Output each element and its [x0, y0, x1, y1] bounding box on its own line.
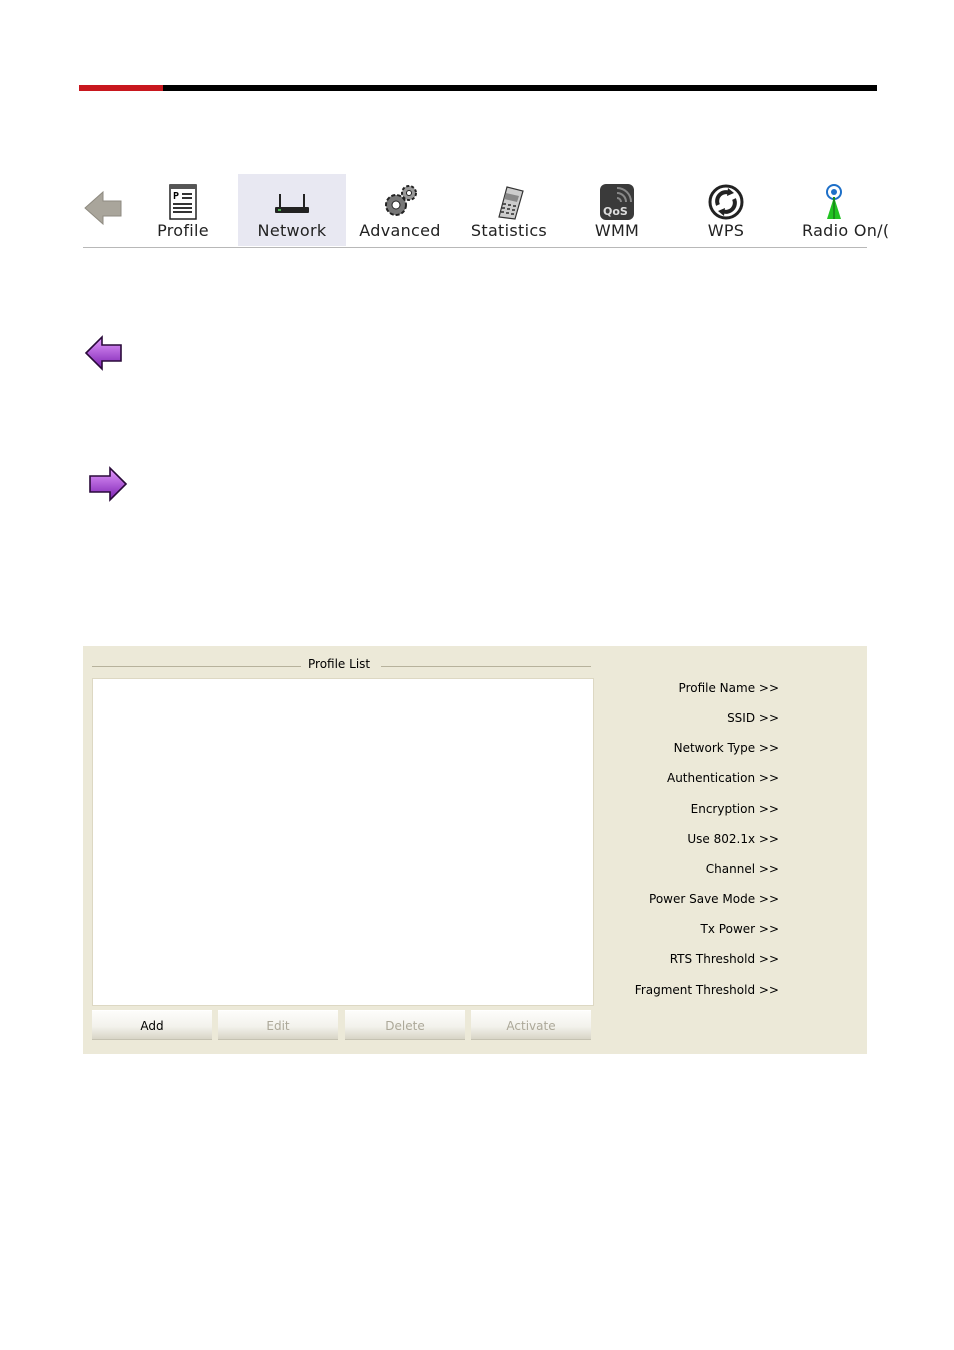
- next-arrow-icon[interactable]: [86, 465, 130, 503]
- toolbar-item-radio[interactable]: [780, 174, 888, 246]
- group-line-left: [92, 666, 301, 667]
- main-toolbar: [83, 174, 890, 248]
- svg-text:QoS: QoS: [603, 205, 628, 218]
- previous-arrow-icon[interactable]: [84, 334, 128, 372]
- delete-button[interactable]: Delete: [345, 1010, 465, 1040]
- toolbar-item-profile[interactable]: [129, 174, 237, 246]
- svg-text:P: P: [173, 191, 180, 202]
- field-fragment-threshold: Fragment Threshold >>: [634, 983, 779, 997]
- toolbar-item-statistics[interactable]: [455, 174, 563, 246]
- header-rule-accent: [79, 85, 163, 91]
- activate-button[interactable]: Activate: [471, 1010, 591, 1040]
- toolbar-item-label: Network: [257, 221, 327, 240]
- field-profile-name: Profile Name >>: [678, 681, 779, 695]
- calculator-icon: [489, 183, 529, 221]
- toolbar-item-label: Radio On/(: [802, 221, 890, 240]
- field-ssid: SSID >>: [727, 711, 779, 725]
- toolbar-item-wmm[interactable]: [563, 174, 671, 246]
- toolbar-item-network[interactable]: [238, 174, 346, 246]
- toolbar-item-label: Statistics: [470, 221, 548, 240]
- profile-list-title: Profile List: [308, 657, 371, 671]
- router-icon: [272, 183, 312, 221]
- radio-antenna-icon: [814, 183, 854, 221]
- profile-list-box[interactable]: [92, 678, 594, 1006]
- field-power-save-mode: Power Save Mode >>: [649, 892, 779, 906]
- back-arrow-icon[interactable]: [83, 188, 125, 228]
- field-tx-power: Tx Power >>: [700, 922, 779, 936]
- header-rule: [79, 85, 877, 91]
- field-authentication: Authentication >>: [666, 771, 779, 785]
- field-encryption: Encryption >>: [690, 802, 779, 816]
- field-channel: Channel >>: [705, 862, 779, 876]
- toolbar-item-label: Profile: [157, 221, 209, 240]
- toolbar-item-advanced[interactable]: [346, 174, 454, 246]
- edit-button[interactable]: Edit: [218, 1010, 338, 1040]
- field-use-8021x: Use 802.1x >>: [687, 832, 779, 846]
- profile-panel: [83, 646, 867, 1054]
- field-rts-threshold: RTS Threshold >>: [669, 952, 779, 966]
- toolbar-item-wps[interactable]: [672, 174, 780, 246]
- profile-icon: [163, 183, 203, 221]
- gears-icon: [380, 183, 420, 221]
- group-line-right: [381, 666, 591, 667]
- qos-icon: [597, 183, 637, 221]
- wps-icon: [706, 183, 746, 221]
- add-button[interactable]: Add: [92, 1010, 212, 1040]
- toolbar-item-label: Advanced: [359, 221, 441, 240]
- toolbar-item-label: WPS: [707, 221, 745, 240]
- field-network-type: Network Type >>: [673, 741, 779, 755]
- toolbar-item-label: WMM: [594, 221, 640, 240]
